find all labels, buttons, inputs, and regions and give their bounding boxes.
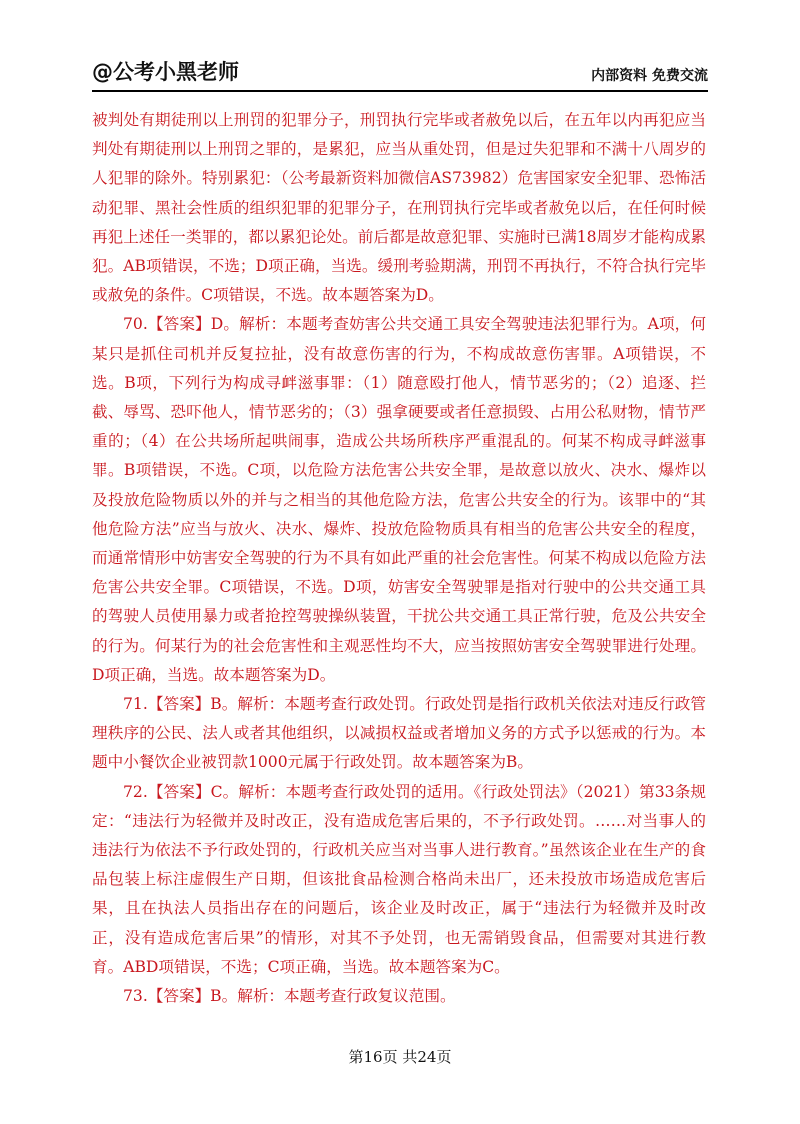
paragraph-answer-71: 71.【答案】B。解析：本题考查行政处罚。行政处罚是指行政机关依法对违反行政管理秩序的公民、法人或者其他组织，以减损权益或者增加义务的方式予以惩戒的行为。本题中小餐饮企业被罚款1000元属于行政处罚。故本题答案为B。 bbox=[92, 695, 706, 772]
header-note: 内部资料 免费交流 bbox=[591, 68, 708, 84]
page-header bbox=[92, 58, 708, 92]
header-author: @公考小黑老师 bbox=[92, 60, 239, 84]
page-number: 第16页 共24页 bbox=[348, 1048, 452, 1066]
paragraph-answer-73: 73.【答案】B。解析：本题考查行政复议范围。 bbox=[123, 987, 456, 1006]
document-body bbox=[92, 106, 706, 1011]
paragraph-69-continued: 被判处有期徒刑以上刑罚的犯罪分子，刑罚执行完毕或者赦免以后，在五年以内再犯应当判处有期徒刑以上刑罚之罪的，是累犯，应当从重处罚，但是过失犯罪和不满十八周岁的人犯罪的除外。特别累犯：（公考最新资料加微信AS73982）危害国家安全犯罪、恐怖活动犯罪、黑社会性质的组织犯罪的犯罪分子，在刑罚执行完毕或者赦免以后，在任何时候再犯上述任一类罪的，都以累犯论处。前后都是故意犯罪、实施时已满18周岁才能构成累犯。AB项错误，不选；D项正确，当选。缓刑考验期满，刑罚不再执行，不符合执行完毕或赦免的条件。C项错误，不选。故本题答案为D。 bbox=[92, 111, 706, 305]
paragraph-answer-72: 72.【答案】C。解析：本题考查行政处罚的适用。《行政处罚法》（2021）第33条规定：“违法行为轻微并及时改正，没有造成危害后果的，不予行政处罚。……对当事人的违法行为依法不予行政处罚的，行政机关应当对当事人进行教育。”虽然该企业在生产的食品包装上标注虚假生产日期，但该批食品检测合格尚未出厂，还未投放市场造成危害后果，且在执法人员指出存在的问题后，该企业及时改正，属于“违法行为轻微并及时改正，没有造成危害后果”的情形，对其不予处罚，也无需销毁食品，但需要对其进行教育。ABD项错误，不选；C项正确，当选。故本题答案为C。 bbox=[92, 782, 706, 976]
paragraph-answer-70: 70.【答案】D。解析：本题考查妨害公共交通工具安全驾驶违法犯罪行为。A项，何某只是抓住司机并反复拉扯，没有故意伤害的行为，不构成故意伤害罪。A项错误，不选。B项，下列行为构成寻衅滋事罪：（1）随意殴打他人，情节恶劣的；（2）追逐、拦截、辱骂、恐吓他人，情节恶劣的；（3）强拿硬要或者任意损毁、占用公私财物，情节严重的；（4）在公共场所起哄闹事，造成公共场所秩序严重混乱的。何某不构成寻衅滋事罪。B项错误，不选。C项，以危险方法危害公共安全罪，是故意以放火、决水、爆炸以及投放危险物质以外的并与之相当的其他危险方法，危害公共安全的行为。该罪中的“其他危险方法”应当与放火、决水、爆炸、投放危险物质具有相当的危害公共安全的程度，而通常情形中妨害安全驾驶的行为不具有如此严重的社会危害性。何某不构成以危险方法危害公共安全罪。C项错误，不选。D项，妨害安全驾驶罪是指对行驶中的公共交通工具的驾驶人员使用暴力或者抢控驾驶操纵装置，干扰公共交通工具正常行驶，危及公共安全的行为。何某行为的社会危害性和主观恶性均不大，应当按照妨害安全驾驶罪进行处理。D项正确，当选。故本题答案为D。 bbox=[92, 315, 706, 684]
